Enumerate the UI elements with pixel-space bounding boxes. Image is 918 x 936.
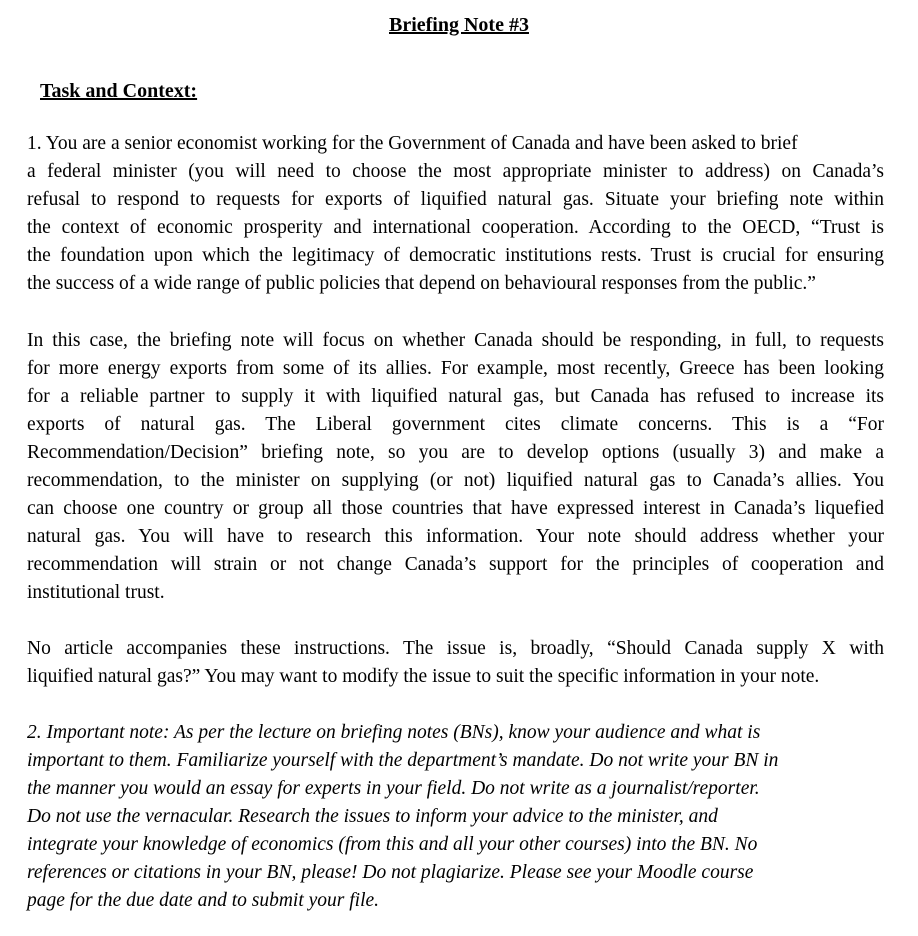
paragraph-1 — [27, 130, 884, 298]
text-line: the manner you would an essay for experts in your field. Do not write as a journalist/reporter. — [27, 778, 760, 799]
text-line: No article accompanies these instructions. The issue is, broadly, “Should Canada supply X with — [27, 638, 884, 659]
text-line: natural gas. You will have to research this information. Your note should address whether your — [27, 526, 884, 547]
text-line: In this case, the briefing note will focus on whether Canada should be responding, in full, to requests — [27, 330, 884, 351]
text-line: references or citations in your BN, please! Do not plagiarize. Please see your Moodle course — [27, 862, 754, 883]
paragraph-2 — [27, 327, 884, 607]
text-line: institutional trust. — [27, 582, 165, 603]
section-heading: Task and Context: — [40, 80, 198, 102]
text-line: the success of a wide range of public policies that depend on behavioural responses from the public.” — [27, 273, 816, 294]
text-line: exports of natural gas. The Liberal government cites climate concerns. This is a “For — [27, 414, 884, 435]
text-line: 1. You are a senior economist working for the Government of Canada and have been asked to brief — [27, 133, 798, 154]
document-title: Briefing Note #3 — [389, 14, 529, 36]
text-line: important to them. Familiarize yourself with the department’s mandate. Do not write your BN in — [27, 750, 779, 771]
text-line: the foundation upon which the legitimacy of democratic institutions rests. Trust is crucial for ensuring — [27, 245, 884, 266]
text-line: for more energy exports from some of its allies. For example, most recently, Greece has been looking — [27, 358, 884, 379]
text-line: for a reliable partner to supply it with liquified natural gas, but Canada has refused to increase its — [27, 386, 884, 407]
text-line: the context of economic prosperity and international cooperation. According to the OECD, “Trust is — [27, 217, 884, 238]
text-line: liquified natural gas?” You may want to modify the issue to suit the specific information in your note. — [27, 666, 820, 687]
text-line: a federal minister (you will need to choose the most appropriate minister to address) on Canada’s — [27, 161, 884, 182]
text-line: can choose one country or group all those countries that have expressed interest in Canada’s liquefied — [27, 498, 884, 519]
paragraph-3 — [27, 635, 884, 691]
text-line: integrate your knowledge of economics (from this and all your other courses) into the BN. No — [27, 834, 758, 855]
text-line: recommendation, to the minister on supplying (or not) liquified natural gas to Canada’s allies. You — [27, 470, 884, 491]
text-line: recommendation will strain or not change Canada’s support for the principles of cooperation and — [27, 554, 884, 575]
text-line: page for the due date and to submit your file. — [27, 890, 380, 911]
paragraph-4-important-note — [27, 719, 884, 915]
text-line: 2. Important note: As per the lecture on briefing notes (BNs), know your audience and what is — [27, 722, 761, 743]
text-line: Recommendation/Decision” briefing note, so you are to develop options (usually 3) and make a — [27, 442, 884, 463]
text-line: Do not use the vernacular. Research the issues to inform your advice to the minister, and — [27, 806, 718, 827]
text-line: refusal to respond to requests for exports of liquified natural gas. Situate your briefing note within — [27, 189, 884, 210]
